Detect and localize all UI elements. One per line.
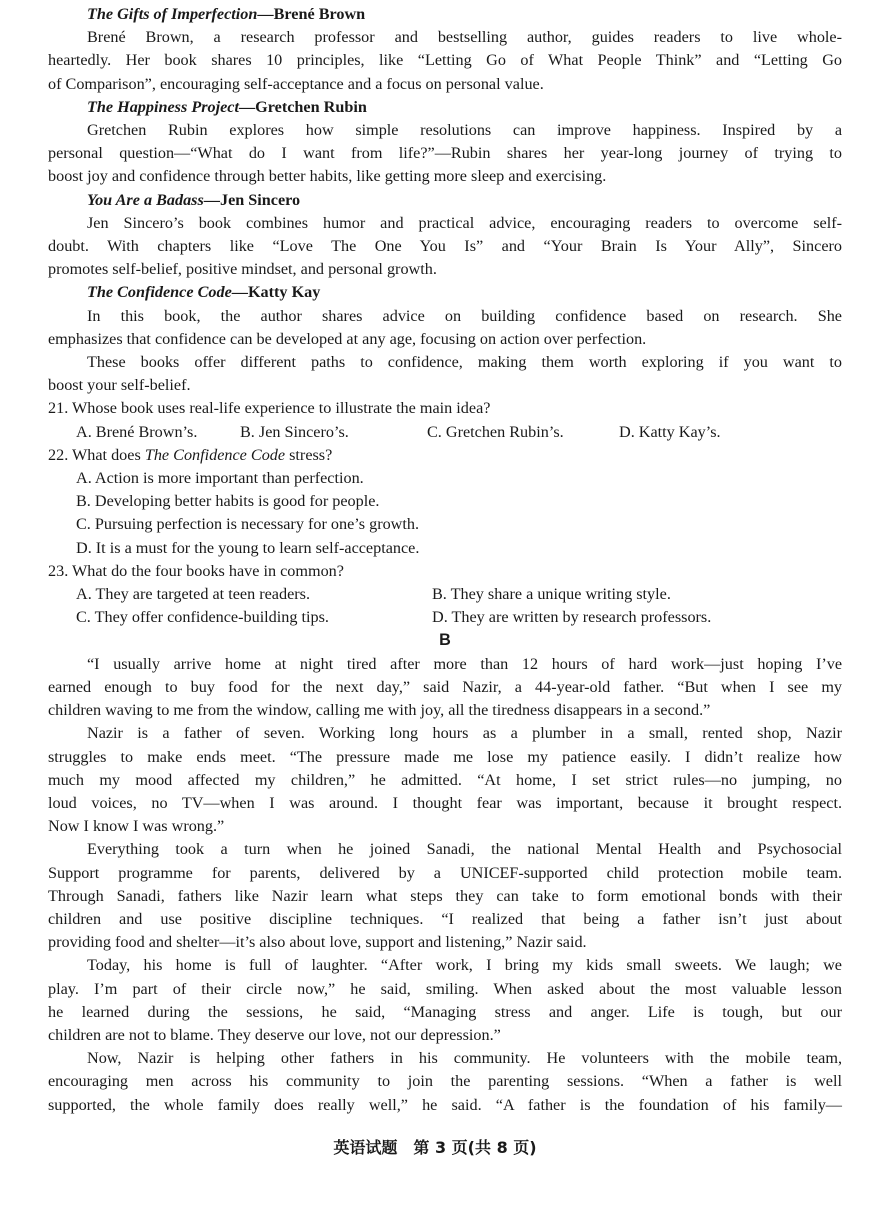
- text-line: play. I’m part of their circle now,” he said, smiling. When asked about the most valuable lesson: [48, 979, 842, 998]
- option[interactable]: D. Katty Kay’s.: [619, 422, 721, 441]
- text-line: Nazir is a father of seven. Working long hours as a plumber in a small, rented shop, Nazir: [87, 724, 842, 743]
- option[interactable]: B. Jen Sincero’s.: [240, 422, 349, 441]
- book-title: The Gifts of Imperfection: [87, 5, 258, 23]
- book-heading: [48, 189, 842, 212]
- option[interactable]: C. Pursuing perfection is necessary for one’s growth.: [76, 515, 420, 534]
- book-title: The Happiness Project: [87, 97, 239, 116]
- text-line: boost joy and confidence through better habits, like getting more sleep and exercising.: [48, 167, 607, 186]
- text-line: of Comparison”, encouraging self-acceptance and a focus on personal value.: [48, 74, 544, 93]
- book-title: You Are a Badass: [87, 190, 204, 209]
- option[interactable]: A. Action is more important than perfection.: [76, 469, 364, 488]
- option[interactable]: C. Gretchen Rubin’s.: [427, 422, 564, 441]
- section-heading: B: [439, 631, 451, 650]
- text-line: emphasizes that confidence can be developed at any age, focusing on action over perfection.: [48, 329, 647, 348]
- book-author: —Brené Brown: [257, 5, 366, 23]
- text-line: loud voices, no TV—when I was around. I thought fear was important, because it brought respect.: [48, 793, 842, 812]
- book-heading: [48, 281, 842, 304]
- text-line: In this book, the author shares advice on building confidence based on research. She: [87, 306, 842, 325]
- text-line: Now I know I was wrong.”: [48, 817, 225, 836]
- text-line: Through Sanadi, fathers like Nazir learn what steps they can take to form emotional bonds with their: [48, 886, 842, 905]
- book-heading: [48, 3, 842, 26]
- stem-part: 22. What does: [48, 445, 145, 464]
- text-line: heartedly. Her book shares 10 principles, like “Letting Go of What People Think” and “Letting Go: [48, 51, 842, 70]
- book-author: —Gretchen Rubin: [238, 97, 367, 116]
- text-line: Today, his home is full of laughter. “After work, I bring my kids small sweets. We laugh; we: [87, 956, 842, 975]
- question-stem: 23. What do the four books have in common?: [48, 561, 344, 580]
- book-heading: [48, 96, 842, 119]
- option[interactable]: B. Developing better habits is good for people.: [76, 492, 380, 511]
- text-line: Support programme for parents, delivered by a UNICEF-supported child protection mobile team.: [48, 863, 842, 882]
- stem-part: stress?: [285, 445, 333, 464]
- text-line: children are not to blame. They deserve our love, not our depression.”: [48, 1025, 501, 1044]
- text-line: These books offer different paths to confidence, making them worth exploring if you want to: [87, 353, 842, 372]
- text-line: children waving to me from the window, calling me with joy, all the tiredness disappears in a second.”: [48, 701, 711, 720]
- question-stem: 21. Whose book uses real-life experience to illustrate the main idea?: [48, 399, 491, 418]
- book-author: —Katty Kay: [231, 283, 321, 302]
- text-line: encouraging men across his community to join the parenting sessions. “When a father is well: [48, 1072, 842, 1091]
- text-line: boost your self-belief.: [48, 376, 191, 395]
- option[interactable]: D. They are written by research professors.: [432, 608, 712, 627]
- text-line: personal question—“What do I want from life?”—Rubin shares her year-long journey of trying to: [48, 144, 842, 163]
- text-line: earned enough to buy food for the next day,” said Nazir, a 44-year-old father. “But when I see my: [48, 677, 842, 696]
- text-line: promotes self-belief, positive mindset, and personal growth.: [48, 260, 437, 279]
- text-line: doubt. With chapters like “Love The One You Is” and “Your Brain Is Your Ally”, Sincero: [48, 237, 842, 256]
- options-row: [48, 583, 842, 606]
- options-row: [48, 421, 842, 444]
- page-footer: 英语试题 第 3 页(共 8 页): [333, 1138, 537, 1157]
- text-line: supported, the whole family does really well,” he said. “A father is the foundation of his family—: [48, 1095, 842, 1114]
- text-line: much my mood affected my children,” he admitted. “At home, I set strict rules—no jumping, no: [48, 770, 842, 789]
- question-stem: [48, 444, 842, 467]
- text-line: struggles to make ends meet. “The pressure made me lose my patience easily. I didn’t realize how: [48, 747, 842, 766]
- text-line: “I usually arrive home at night tired after more than 12 hours of hard work—just hoping I’ve: [87, 654, 842, 673]
- text-line: Now, Nazir is helping other fathers in his community. He volunteers with the mobile team,: [87, 1049, 842, 1068]
- stem-book-title: The Confidence Code: [144, 445, 286, 464]
- option[interactable]: A. They are targeted at teen readers.: [76, 585, 310, 604]
- book-author: —Jen Sincero: [203, 190, 301, 209]
- text-line: Jen Sincero’s book combines humor and practical advice, encouraging readers to overcome self-: [87, 213, 842, 232]
- option[interactable]: A. Brené Brown’s.: [76, 422, 198, 441]
- option[interactable]: C. They offer confidence-building tips.: [76, 608, 329, 627]
- text-line: Gretchen Rubin explores how simple resolutions can improve happiness. Inspired by a: [87, 121, 842, 140]
- text-line: Everything took a turn when he joined Sanadi, the national Mental Health and Psychosocial: [87, 840, 842, 859]
- text-line: he learned during the sessions, he said, “Managing stress and anger. Life is tough, but our: [48, 1002, 842, 1021]
- option[interactable]: B. They share a unique writing style.: [432, 585, 671, 604]
- option[interactable]: D. It is a must for the young to learn self-acceptance.: [76, 538, 420, 557]
- text-line: children and use positive discipline techniques. “I realized that being a father isn’t just about: [48, 909, 842, 928]
- book-title: The Confidence Code: [87, 283, 232, 302]
- options-row: [48, 606, 842, 629]
- text-line: providing food and shelter—it’s also about love, support and listening,” Nazir said.: [48, 933, 587, 952]
- text-line: Brené Brown, a research professor and bestselling author, guides readers to live whole-: [87, 28, 842, 47]
- exam-page: [48, 3, 842, 1117]
